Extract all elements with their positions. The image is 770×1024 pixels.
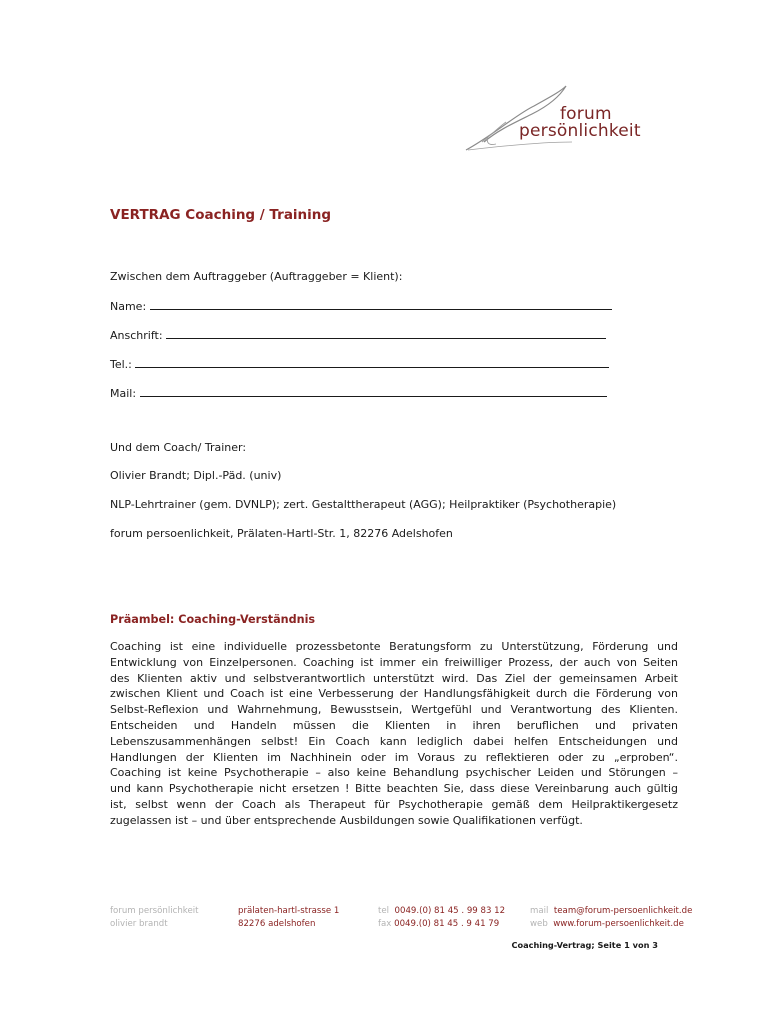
client-phone-row xyxy=(110,356,609,371)
document-title: VERTRAG Coaching / Training xyxy=(110,207,332,223)
footer-company xyxy=(110,905,198,930)
preamble-paragraph xyxy=(110,639,678,829)
client-mail-row xyxy=(110,385,607,400)
footer-contact xyxy=(530,905,692,930)
logo-word-forum: forum xyxy=(560,104,612,124)
preamble-line: ist, selbst wenn der Coach als Therapeut für Psychotherapie gemäß dem Heilpraktikergesetz xyxy=(110,797,678,811)
footer-address xyxy=(238,905,339,930)
client-intro: Zwischen dem Auftraggeber (Auftraggeber = Klient): xyxy=(110,270,403,283)
footer-owner-name: olivier brandt xyxy=(110,918,168,929)
preamble-title: Präambel: Coaching-Verständnis xyxy=(110,613,316,626)
footer-tel-label: tel xyxy=(378,906,390,916)
preamble-line: Entwicklung von Einzelpersonen. Coaching ist immer ein freiwilliger Prozess, der auch von Seiten xyxy=(110,655,678,669)
client-address-field[interactable] xyxy=(166,327,606,339)
client-phone-label: Tel.: xyxy=(110,358,132,371)
coach-name: Olivier Brandt; Dipl.-Päd. (univ) xyxy=(110,469,282,482)
footer-phone xyxy=(378,905,505,930)
preamble-line: Handlungen der Klienten im Nachhinein oder im Voraus zu reflektieren oder zu „erproben“. xyxy=(110,750,678,764)
page-number: Coaching-Vertrag; Seite 1 von 3 xyxy=(511,940,658,950)
client-address-label: Anschrift: xyxy=(110,329,163,342)
footer-city: 82276 adelshofen xyxy=(238,918,316,929)
client-mail-field[interactable] xyxy=(140,385,607,397)
preamble-line: Lebenszusammenhängen selbst! Ein Coach kann lediglich dabei helfen Entscheidungen und xyxy=(110,734,678,748)
preamble-line: des Klienten aktiv und selbstverantwortlich unterstützt wird. Das Ziel der gemeinsamen Arbeit xyxy=(110,671,678,685)
footer-tel: 0049.(0) 81 45 . 99 83 12 xyxy=(394,906,506,916)
preamble-line: Coaching ist keine Psychotherapie – also keine Behandlung psychischer Leiden und Störungen – xyxy=(110,766,678,780)
preamble-line: zugelassen ist – und über entsprechende Ausbildungen sowie Qualifikationen verfügt. xyxy=(110,813,583,827)
footer-web-label: web xyxy=(530,918,548,929)
coach-intro: Und dem Coach/ Trainer: xyxy=(110,441,247,454)
client-name-label: Name: xyxy=(110,300,147,313)
client-name-field[interactable] xyxy=(150,298,612,310)
forum-logo xyxy=(462,84,641,154)
footer-company-name: forum persönlichkeit xyxy=(110,906,199,916)
preamble-line: zwischen Klient und Coach ist eine Verbesserung der Handlungsfähigkeit durch die Förderung von xyxy=(110,687,678,701)
footer-street: prälaten-hartl-strasse 1 xyxy=(238,906,340,916)
client-address-row xyxy=(110,327,606,342)
preamble-line: Entscheiden und Handeln müssen die Klienten in ihren beruflichen und privaten xyxy=(110,718,678,732)
logo-word-persoenlichkeit: persönlichkeit xyxy=(519,121,641,141)
client-mail-label: Mail: xyxy=(110,387,137,400)
coach-qualifications: NLP-Lehrtrainer (gem. DVNLP); zert. Gestalttherapeut (AGG); Heilpraktiker (Psychotherapie) xyxy=(110,498,617,511)
footer-mail-label: mail xyxy=(530,906,549,916)
footer-mail-link[interactable]: team@forum-persoenlichkeit.de xyxy=(553,906,693,916)
client-name-row xyxy=(110,298,612,313)
preamble-line: Coaching ist eine individuelle prozessbetonte Beratungsform zu Unterstützung, Förderung und xyxy=(110,640,678,653)
preamble-line: und kann Psychotherapie nicht ersetzen ! Bitte beachten Sie, dass diese Vereinbarung auch gültig xyxy=(110,782,678,796)
footer-fax: 0049.(0) 81 45 . 9 41 79 xyxy=(394,918,500,929)
footer-fax-label: fax xyxy=(378,918,392,929)
footer-web-link[interactable]: www.forum-persoenlichkeit.de xyxy=(553,918,684,929)
coach-address: forum persoenlichkeit, Prälaten-Hartl-Str. 1, 82276 Adelshofen xyxy=(110,527,453,540)
preamble-line: Selbst-Reflexion und Wahrnehmung, Bewusstsein, Wertgefühl und Verantwortung des Klienten. xyxy=(110,703,678,717)
client-phone-field[interactable] xyxy=(135,356,609,368)
